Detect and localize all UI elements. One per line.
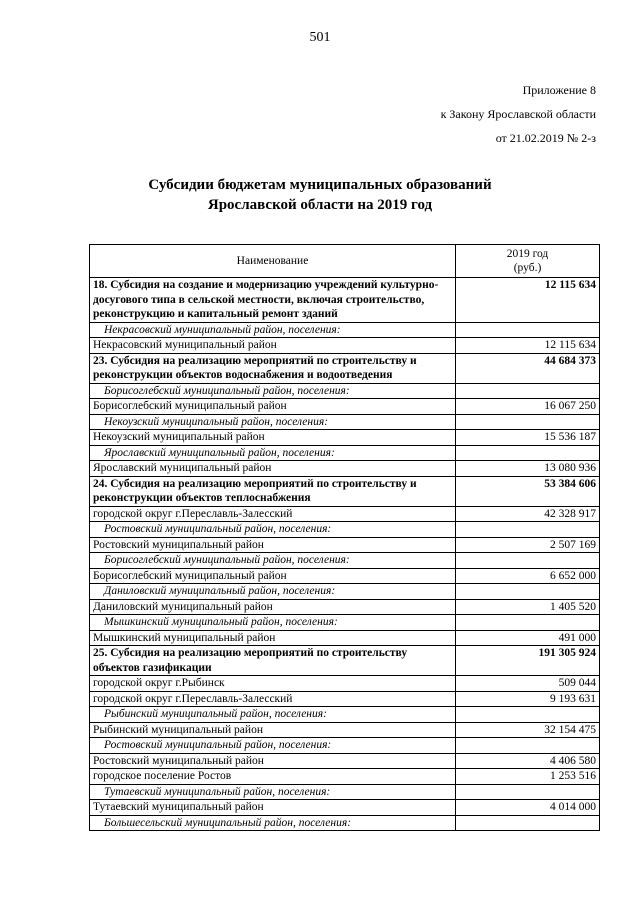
- row-value: 191 305 924: [456, 646, 600, 676]
- header-value: [456, 245, 600, 278]
- row-name: Ярославский муниципальный район, поселения:: [90, 445, 456, 461]
- subgroup-row: [90, 553, 600, 569]
- row-name: Ростовский муниципальный район: [90, 753, 456, 769]
- row-value: 1 405 520: [456, 599, 600, 615]
- table-row: [90, 691, 600, 707]
- table-row: [90, 753, 600, 769]
- row-value: [456, 738, 600, 754]
- subgroup-row: [90, 414, 600, 430]
- table-row: [90, 399, 600, 415]
- appendix-block: [441, 78, 596, 150]
- row-name: 23. Субсидия на реализацию мероприятий по строительству и реконструкции объектов водоснабжения и водоотведения: [90, 353, 456, 383]
- row-value: [456, 445, 600, 461]
- row-value: 44 684 373: [456, 353, 600, 383]
- row-value: 42 328 917: [456, 506, 600, 522]
- row-name: Мышкинский муниципальный район: [90, 630, 456, 646]
- page-number: 501: [309, 30, 331, 45]
- row-name: Некрасовский муниципальный район, поселения:: [90, 322, 456, 338]
- row-name: Рыбинский муниципальный район: [90, 722, 456, 738]
- table-row: [90, 338, 600, 354]
- header-unit: (руб.): [513, 262, 542, 274]
- table-row: [90, 506, 600, 522]
- row-value: [456, 615, 600, 631]
- subgroup-row: [90, 615, 600, 631]
- subgroup-row: [90, 383, 600, 399]
- header-name: Наименование: [90, 245, 456, 278]
- row-name: Тутаевский муниципальный район, поселения:: [90, 784, 456, 800]
- subsidies-table: [89, 244, 600, 831]
- row-name: Ростовский муниципальный район, поселения:: [90, 738, 456, 754]
- row-name: городской округ г.Рыбинск: [90, 676, 456, 692]
- row-name: Даниловский муниципальный район, поселения:: [90, 584, 456, 600]
- row-value: 13 080 936: [456, 461, 600, 477]
- subgroup-row: [90, 522, 600, 538]
- title-line-1: Субсидии бюджетам муниципальных образований: [148, 177, 492, 193]
- row-name: Ростовский муниципальный район: [90, 537, 456, 553]
- table-row: [90, 630, 600, 646]
- subgroup-row: [90, 784, 600, 800]
- subgroup-row: [90, 738, 600, 754]
- row-name: Ярославский муниципальный район: [90, 461, 456, 477]
- row-value: 32 154 475: [456, 722, 600, 738]
- appendix-date: от 21.02.2019 № 2-з: [495, 131, 596, 145]
- row-value: 2 507 169: [456, 537, 600, 553]
- row-value: 9 193 631: [456, 691, 600, 707]
- row-name: Некрасовский муниципальный район: [90, 338, 456, 354]
- subgroup-row: [90, 445, 600, 461]
- title-line-2: Ярославской области на 2019 год: [207, 197, 433, 213]
- row-name: 24. Субсидия на реализацию мероприятий по строительству и реконструкции объектов теплоснабжения: [90, 476, 456, 506]
- row-value: 1 253 516: [456, 769, 600, 785]
- subgroup-row: [90, 322, 600, 338]
- appendix-line: Приложение 8: [522, 83, 596, 97]
- row-name: городское поселение Ростов: [90, 769, 456, 785]
- row-value: [456, 383, 600, 399]
- row-name: Некоузский муниципальный район: [90, 430, 456, 446]
- table-header-row: [90, 245, 600, 278]
- row-value: 53 384 606: [456, 476, 600, 506]
- table-row: [90, 769, 600, 785]
- table-row: [90, 430, 600, 446]
- header-year: 2019 год: [506, 247, 549, 260]
- row-name: 25. Субсидия на реализацию мероприятий по строительству объектов газификации: [90, 646, 456, 676]
- table-row: [90, 800, 600, 816]
- row-name: городской округ г.Переславль-Залесский: [90, 691, 456, 707]
- row-value: [456, 707, 600, 723]
- table-row: [90, 568, 600, 584]
- row-name: Некоузский муниципальный район, поселения:: [90, 414, 456, 430]
- document-title: [0, 175, 640, 215]
- row-name: Борисоглебский муниципальный район: [90, 399, 456, 415]
- row-name: Мышкинский муниципальный район, поселения:: [90, 615, 456, 631]
- table-row: [90, 599, 600, 615]
- row-name: 18. Субсидия на создание и модернизацию учреждений культурно-досугового типа в сельской местности, включая строительство, реконструкцию и капитальный ремонт зданий: [90, 278, 456, 323]
- row-value: 4 014 000: [456, 800, 600, 816]
- row-value: 6 652 000: [456, 568, 600, 584]
- row-name: Борисоглебский муниципальный район, поселения:: [90, 383, 456, 399]
- row-name: Рыбинский муниципальный район, поселения:: [90, 707, 456, 723]
- row-value: [456, 322, 600, 338]
- subsidy-row: [90, 353, 600, 383]
- row-value: [456, 522, 600, 538]
- row-value: 509 044: [456, 676, 600, 692]
- row-value: [456, 815, 600, 831]
- row-name: Борисоглебский муниципальный район: [90, 568, 456, 584]
- row-value: 4 406 580: [456, 753, 600, 769]
- row-value: [456, 414, 600, 430]
- row-name: городской округ г.Переславль-Залесский: [90, 506, 456, 522]
- table-body: [90, 278, 600, 831]
- row-value: [456, 584, 600, 600]
- subgroup-row: [90, 584, 600, 600]
- table-row: [90, 461, 600, 477]
- row-value: 491 000: [456, 630, 600, 646]
- row-value: 15 536 187: [456, 430, 600, 446]
- subgroup-row: [90, 707, 600, 723]
- row-value: 12 115 634: [456, 278, 600, 323]
- row-name: Даниловский муниципальный район: [90, 599, 456, 615]
- row-name: Большесельский муниципальный район, поселения:: [90, 815, 456, 831]
- table-row: [90, 676, 600, 692]
- row-name: Борисоглебский муниципальный район, поселения:: [90, 553, 456, 569]
- subsidy-row: [90, 646, 600, 676]
- row-value: [456, 784, 600, 800]
- subsidy-row: [90, 278, 600, 323]
- table-row: [90, 722, 600, 738]
- appendix-law: к Закону Ярославской области: [440, 107, 596, 121]
- row-name: Тутаевский муниципальный район: [90, 800, 456, 816]
- subsidy-row: [90, 476, 600, 506]
- row-value: [456, 553, 600, 569]
- row-value: 12 115 634: [456, 338, 600, 354]
- subgroup-row: [90, 815, 600, 831]
- row-value: 16 067 250: [456, 399, 600, 415]
- row-name: Ростовский муниципальный район, поселения:: [90, 522, 456, 538]
- table-row: [90, 537, 600, 553]
